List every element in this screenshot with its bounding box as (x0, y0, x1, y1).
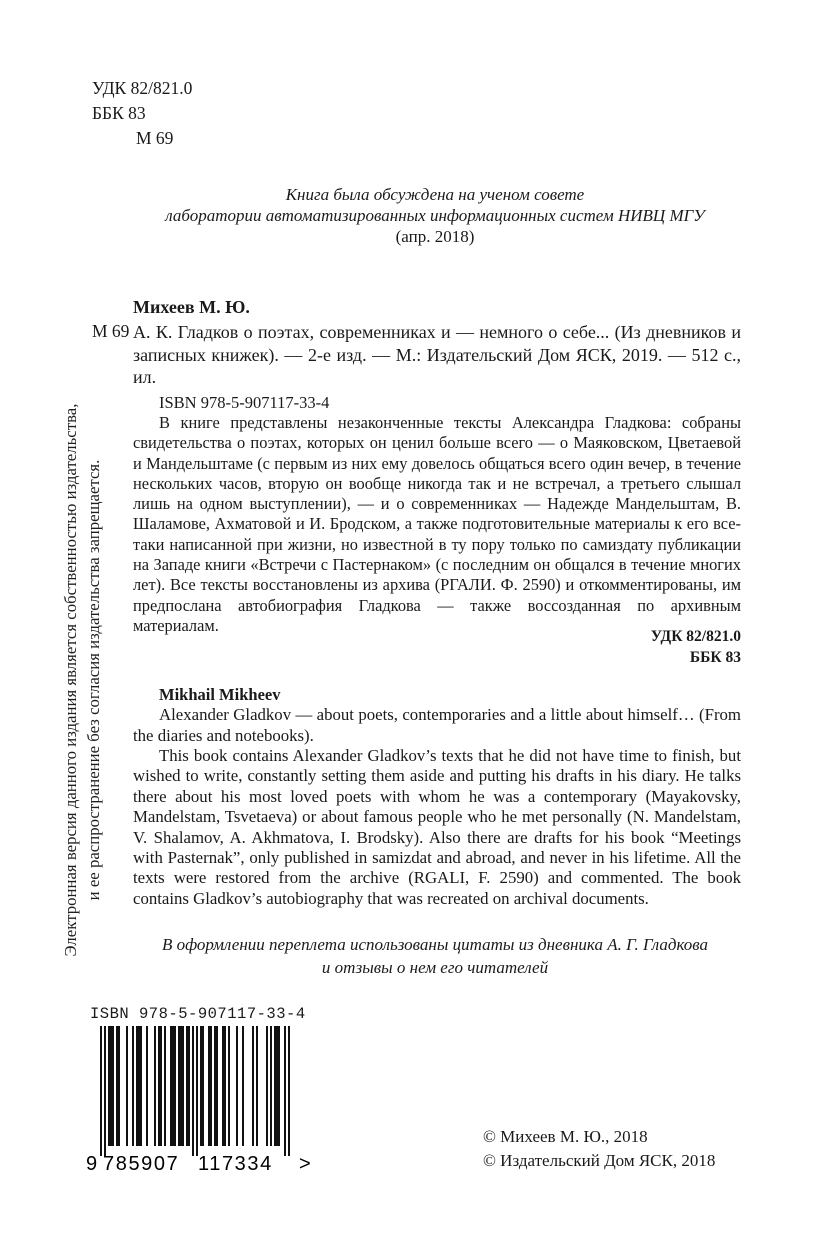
barcode-bar (178, 1026, 180, 1146)
barcode-bar (108, 1026, 110, 1146)
bbk-code: ББК 83 (92, 103, 146, 123)
barcode-bar (216, 1026, 218, 1146)
barcode-bar (188, 1026, 190, 1146)
barcode-bar (118, 1026, 120, 1146)
isbn-barcode (86, 1026, 316, 1172)
council-note-line-3: (апр. 2018) (395, 227, 475, 246)
barcode-bar (276, 1026, 278, 1146)
barcode-bar (186, 1026, 188, 1146)
barcode-bar (132, 1026, 134, 1146)
side-notice-line-1: Электронная версия данного издания является собственностью издательства, (61, 403, 80, 957)
binding-note-line-1: В оформлении переплета использованы цитаты из дневника А. Г. Гладкова (161, 935, 709, 954)
barcode-bar (252, 1026, 254, 1146)
barcode-bar (170, 1026, 172, 1146)
binding-note (110, 933, 760, 979)
author-name-ru: Михеев М. Ю. (133, 297, 250, 317)
barcode-digits-right: 117334 (198, 1153, 273, 1172)
barcode-bar (284, 1026, 286, 1156)
classification-right (651, 626, 741, 668)
barcode-bar (180, 1026, 182, 1146)
barcode-bar (208, 1026, 210, 1146)
side-notice-line-2: и ее распространение без согласия издательства запрещается. (83, 459, 103, 901)
annotation-en: This book contains Alexander Gladkov’s texts that he did not have time to finish, but wished to write, constantly setting them aside and putting his drafts in his diary. He talks there about his most loved poets with whom he was a contemporary (Mayakovsky, Mandelstam, Tsvetaeva) or about famous people who he met personally (N. Mandelstam, V. Shalamov, A. Akhmatova, I. Brodsky). Also there are drafts for his book “Meetings with Pasternak”, only published in samizdat and abroad, and never in his lifetime. All the texts were restored from the archive (RGALI, F. 2590) and commented. The book contains Gladkov’s autobiography that was recreated on archival documents. (133, 746, 741, 908)
author-code: М 69 (136, 128, 174, 148)
council-note (100, 184, 770, 247)
barcode-bar (116, 1026, 118, 1146)
record-code: М 69 (92, 321, 130, 341)
barcode-bar (224, 1026, 226, 1146)
barcode-bar (256, 1026, 258, 1146)
copyright-block (483, 1125, 715, 1173)
barcode-bar (126, 1026, 128, 1146)
copyright-side-notice (60, 360, 105, 1000)
udk-code-right: УДК 82/821.0 (650, 628, 741, 645)
barcode-bar (266, 1026, 268, 1146)
council-note-line-2: лаборатории автоматизированных информационных систем НИВЦ МГУ (165, 206, 705, 225)
barcode-bar (200, 1026, 202, 1146)
barcode-bar (100, 1026, 102, 1156)
barcode-bar (202, 1026, 204, 1146)
copyright-publisher: © Издательский Дом ЯСК, 2018 (483, 1151, 716, 1170)
barcode-bar (158, 1026, 160, 1146)
barcode-bar (172, 1026, 174, 1146)
isbn-ru: ISBN 978-5-907117-33-4 (159, 393, 330, 412)
barcode-bar (270, 1026, 272, 1146)
barcode-bar (278, 1026, 280, 1146)
barcode-bar (182, 1026, 184, 1146)
barcode-bar (136, 1026, 138, 1146)
barcode-graphic (86, 1026, 316, 1172)
barcode-bar (154, 1026, 156, 1146)
barcode-bar (210, 1026, 212, 1146)
barcode-bar (138, 1026, 140, 1146)
barcode-bar (196, 1026, 198, 1156)
barcode-bar (214, 1026, 216, 1146)
barcode-lead-digit: 9 (86, 1153, 98, 1172)
barcode-bar (222, 1026, 224, 1146)
classification-block (92, 76, 192, 151)
copyright-author: © Михеев М. Ю., 2018 (483, 1127, 648, 1146)
barcode-bar (104, 1026, 106, 1156)
barcode-bar (236, 1026, 238, 1146)
barcode-bar (274, 1026, 276, 1146)
barcode-bar (160, 1026, 162, 1146)
barcode-bar (110, 1026, 112, 1146)
barcode-quiet-mark: > (299, 1153, 311, 1172)
barcode-bar (112, 1026, 114, 1146)
barcode-bar (140, 1026, 142, 1146)
barcode-isbn-label: ISBN 978-5-907117-33-4 (90, 1005, 306, 1023)
council-note-line-1: Книга была обсуждена на ученом совете (285, 185, 585, 204)
bbk-code-right: ББК 83 (689, 649, 741, 666)
barcode-bar (146, 1026, 148, 1146)
binding-note-line-2: и отзывы о нем его читателей (321, 958, 549, 977)
barcode-bar (288, 1026, 290, 1156)
barcode-bar (192, 1026, 194, 1156)
author-name-en: Mikhail Mikheev (159, 685, 281, 704)
barcode-bar (174, 1026, 176, 1146)
udk-code: УДК 82/821.0 (92, 78, 193, 98)
annotation-ru: В книге представлены незаконченные тексты Александра Гладкова: собраны свидетельства о поэтах, которых он ценил больше всего — о Маяковском, Цветаевой и Мандельштаме (с первым из них ему довелось общаться всего один вечер, в течение нескольких часов, вторую он вообще никогда так и не встречал, а третьего слышал лишь на одном выступлении), — и о современниках — Надежде Мандельштам, В. Шаламове, Ахматовой и И. Бродском, а также подготовительные материалы к его все-таки написанной при жизни, но известной в ту пору только по самиздату публикации на Западе книги «Встречи с Пастернаком» (с последним он общался в течение многих лет). Все тексты восстановлены из архива (РГАЛИ. Ф. 2590) и откомментированы, им предпослана автобиография Гладкова — также воссозданная по архивным материалам. (133, 413, 741, 635)
barcode-bar (164, 1026, 166, 1146)
barcode-bar (242, 1026, 244, 1146)
title-en: Alexander Gladkov — about poets, contemporaries and a little about himself… (From the diaries and notebooks). (133, 705, 741, 745)
barcode-bar (228, 1026, 230, 1146)
title-ru: А. К. Гладков о поэтах, современниках и — немного о себе... (Из дневников и записных книжек). — 2-е изд. — М.: Издательский Дом ЯСК, 2019. — 512 с., ил. (133, 322, 741, 387)
barcode-digits-left: 785907 (103, 1153, 180, 1172)
